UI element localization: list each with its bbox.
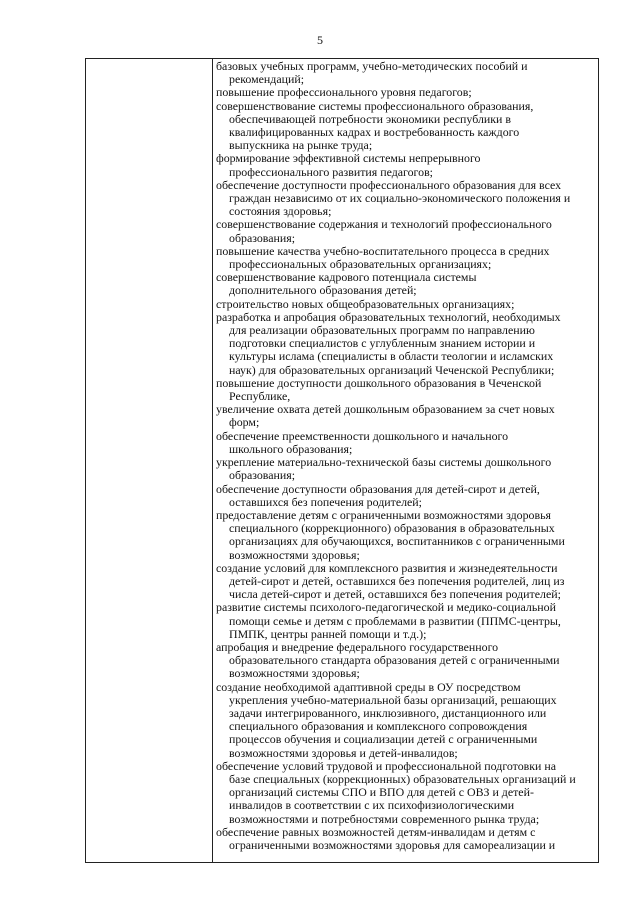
page-number: 5 xyxy=(317,33,323,47)
text-line: укрепление материально-технической базы системы дошкольного xyxy=(216,455,552,470)
text-line: разработка и апробация образовательных технологий, необходимых xyxy=(216,309,561,324)
text-line: создание необходимой адаптивной среды в ОУ посредством xyxy=(216,679,521,694)
text-line: формирование эффективной системы непрерывного xyxy=(216,151,481,166)
list-item xyxy=(213,601,592,641)
list-item xyxy=(213,509,592,562)
text-line: совершенствование содержания и технологий профессионального xyxy=(216,217,552,232)
document-table xyxy=(85,58,599,863)
table-right-column xyxy=(213,59,598,862)
text-line: профессиональных образовательных организациях; xyxy=(229,257,492,272)
text-line: повышение качества учебно-воспитательного процесса в средних xyxy=(216,243,550,258)
text-line: обеспечение равных возможностей детям-инвалидам и детям с xyxy=(216,824,536,839)
text-line: наук) для образовательных организаций Чеченской Республики; xyxy=(229,362,555,377)
list-item xyxy=(213,60,592,86)
text-line: выпускника на рынке труда; xyxy=(229,138,373,153)
text-line: возможностями здоровья; xyxy=(229,547,360,562)
text-line: граждан независимо от их социально-экономического положения и xyxy=(229,191,571,206)
text-line: предоставление детям с ограниченными возможностями здоровья xyxy=(216,507,551,522)
text-line: совершенствование кадрового потенциала системы xyxy=(216,270,477,285)
text-line: рекомендаций; xyxy=(229,72,305,87)
text-line: образования; xyxy=(229,230,296,245)
list-item xyxy=(213,483,592,509)
list-item xyxy=(213,311,592,377)
text-line: совершенствование системы профессионального образования, xyxy=(216,98,534,113)
text-line: для реализации образовательных программ по направлению xyxy=(229,323,535,338)
list-item xyxy=(213,641,592,681)
text-line: форм; xyxy=(229,415,260,430)
text-line: квалифицированных кадрах и востребованность каждого xyxy=(229,125,520,140)
text-line: укрепления учебно-материальной базы организаций, решающих xyxy=(229,692,557,707)
text-line: числа детей-сирот и детей, оставшихся без попечения родителей; xyxy=(229,587,561,602)
list-item xyxy=(213,760,592,826)
text-line: образования; xyxy=(229,468,296,483)
table-left-column xyxy=(86,59,213,862)
list-item xyxy=(213,826,592,852)
list-item xyxy=(213,681,592,760)
text-line: профессионального развития педагогов; xyxy=(229,164,433,179)
list-item xyxy=(213,86,592,99)
text-line: помощи семье и детям с проблемами в развитии (ППМС-центры, xyxy=(229,613,561,628)
text-line: специального образования и комплексного сопровождения xyxy=(229,719,528,734)
text-line: базе специальных (коррекционных) образовательных организаций и xyxy=(229,771,576,786)
text-line: состояния здоровья; xyxy=(229,204,332,219)
text-line: обеспечение преемственности дошкольного и начального xyxy=(216,428,509,443)
text-line: задачи интегрированного, инклюзивного, дистанционного или xyxy=(229,705,547,720)
text-line: базовых учебных программ, учебно-методических пособий и xyxy=(216,59,528,73)
text-line: повышение профессионального уровня педагогов; xyxy=(216,85,472,100)
text-line: подготовки специалистов с углубленным знанием истории и xyxy=(229,336,536,351)
text-line: культуры ислама (специалисты в области теологии и исламских xyxy=(229,349,554,364)
list-item xyxy=(213,562,592,602)
text-line: ограниченными возможностями здоровья для самореализации и xyxy=(229,837,556,852)
text-line: обеспечение условий трудовой и профессиональной подготовки на xyxy=(216,758,557,773)
text-line: Республике, xyxy=(229,389,291,404)
text-line: обеспечение доступности образования для детей-сирот и детей, xyxy=(216,481,540,496)
text-line: создание условий для комплексного развития и жизнедеятельности xyxy=(216,560,558,575)
text-line: оставшихся без попечения родителей; xyxy=(229,494,422,509)
text-line: развитие системы психолого-педагогической и медико-социальной xyxy=(216,600,556,615)
list-item xyxy=(213,403,592,429)
text-line: возможностями здоровья; xyxy=(229,666,360,681)
list-item xyxy=(213,100,592,153)
list-item xyxy=(213,179,592,219)
list-item xyxy=(213,456,592,482)
text-line: повышение доступности дошкольного образования в Чеченской xyxy=(216,375,542,390)
text-line: инвалидов в соответствии с их психофизиологическими xyxy=(229,798,515,813)
text-line: ПМПК, центры ранней помощи и т.д.); xyxy=(229,626,427,641)
list-item xyxy=(213,271,592,297)
list-item xyxy=(213,152,592,178)
text-line: специального (коррекционного) образования в образовательных xyxy=(229,521,555,536)
text-line: апробация и внедрение федерального государственного xyxy=(216,639,499,654)
text-line: обеспечивающей потребности экономики республики в xyxy=(229,111,511,126)
text-line: возможностями и потребностями современного рынка труда; xyxy=(229,811,540,826)
text-line: процессов обучения и социализации детей с ограниченными xyxy=(229,732,538,747)
text-line: образовательного стандарта образования детей с ограниченными xyxy=(229,653,560,668)
list-item xyxy=(213,377,592,403)
text-line: организаций системы СПО и ВПО для детей с ОВЗ и детей- xyxy=(229,785,534,800)
list-item xyxy=(213,430,592,456)
list-item xyxy=(213,218,592,244)
text-line: детей-сирот и детей, оставшихся без попечения родителей, лиц из xyxy=(229,573,565,588)
text-line: возможностями здоровья и детей-инвалидов; xyxy=(229,745,458,760)
list-item xyxy=(213,298,592,311)
list-item xyxy=(213,245,592,271)
text-line: школьного образования; xyxy=(229,441,353,456)
text-line: дополнительного образования детей; xyxy=(229,283,417,298)
text-line: увеличение охвата детей дошкольным образованием за счет новых xyxy=(216,402,555,417)
text-line: строительство новых общеобразовательных организациях; xyxy=(216,296,515,311)
text-line: обеспечение доступности профессионального образования для всех xyxy=(216,177,562,192)
text-line: организациях для обучающихся, воспитанников с ограниченными xyxy=(229,534,565,549)
